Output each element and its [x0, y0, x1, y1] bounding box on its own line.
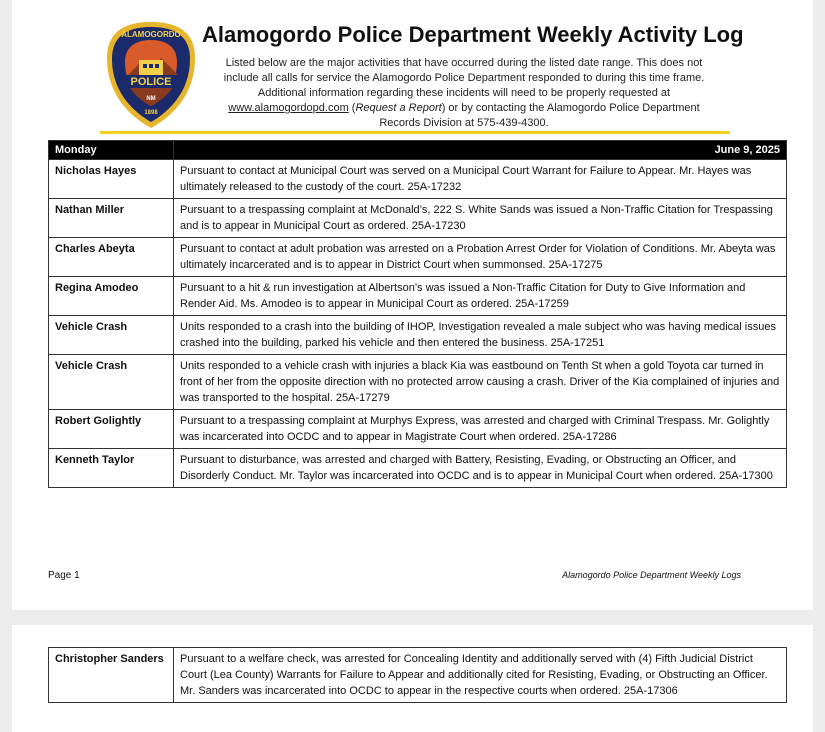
entry-name: Charles Abeyta — [49, 238, 174, 277]
badge-center-text: POLICE — [130, 76, 172, 88]
entry-name: Regina Amodeo — [49, 277, 174, 316]
page-number: Page 1 — [48, 570, 80, 581]
table-row — [49, 199, 787, 238]
entry-name: Nicholas Hayes — [49, 160, 174, 199]
entry-text: Pursuant to a welfare check, was arrested for Concealing Identity and additionally served with (4) Fifth Judicial District Court (Lea County) Warrants for Failure to Appear and additionally cited for Resisting, Evading, or Obstructing an Officer. Mr. Sanders was incarcerated into OCDC to appear in the respective courts when ordered. 25A-17306 — [174, 648, 787, 703]
intro-line-4 — [204, 101, 724, 116]
intro-line-3: Additional information regarding these incidents will need to be properly requested at — [257, 87, 671, 99]
table-row — [49, 160, 787, 199]
intro-request-paren: ( — [348, 102, 356, 114]
police-badge-logo — [105, 20, 197, 130]
entry-text: Pursuant to disturbance, was arrested and charged with Battery, Resisting, Evading, or Obstructing an Officer, and Disorderly Conduct. Mr. Taylor was incarcerated into OCDC and is to appear in Municipal Court when ordered. 25A-17300 — [174, 449, 787, 488]
intro-line-5: Records Division at 575-439-4300. — [379, 117, 549, 129]
table-row — [49, 355, 787, 410]
activity-log-table — [48, 140, 787, 488]
entry-text: Pursuant to contact at adult probation was arrested on a Probation Arrest Order for Violation of Conditions. Mr. Abeyta was ultimately incarcerated and is to appear in District Court when summonsed. 25A-17275 — [174, 238, 787, 277]
entry-text: Pursuant to a hit & run investigation at Albertson’s was issued a Non-Traffic Citation for Duty to Give Information and Render Aid. Ms. Amodeo is to appear in Municipal Court as ordered. 25A-17259 — [174, 277, 787, 316]
badge-top-text: ALAMOGORDO — [121, 30, 181, 39]
entry-name: Christopher Sanders — [49, 648, 174, 703]
intro-line-1: Listed below are the major activities that have occurred during the listed date range. This does not — [225, 57, 703, 69]
entry-name: Vehicle Crash — [49, 355, 174, 410]
table-row — [49, 449, 787, 488]
table-row — [49, 238, 787, 277]
footer-title: Alamogordo Police Department Weekly Logs — [562, 570, 741, 580]
website-link[interactable]: www.alamogordopd.com — [228, 102, 349, 114]
entry-name: Vehicle Crash — [49, 316, 174, 355]
day-label: Monday — [49, 141, 174, 160]
entry-text: Units responded to a vehicle crash with injuries a black Kia was eastbound on Tenth St when a gold Toyota car turned in front of her from the opposite direction with no protected arrow causing a crash. Driver of the Kia complained of injuries and was transported to the hospital. 25A-17279 — [174, 355, 787, 410]
table-row — [49, 316, 787, 355]
entry-text: Pursuant to contact at Municipal Court was served on a Municipal Court Warrant for Failure to Appear. Mr. Hayes was ultimately released to the custody of the court. 25A-17232 — [174, 160, 787, 199]
table-header-row — [49, 141, 787, 160]
entry-name: Robert Golightly — [49, 410, 174, 449]
table-row — [49, 410, 787, 449]
activity-log-table-continued — [48, 647, 787, 703]
entry-text: Pursuant to a trespassing complaint at Murphys Express, was arrested and charged with Criminal Trespass. Mr. Golightly was incarcerated into OCDC and to appear in Magistrate Court when ordered. 25A-17286 — [174, 410, 787, 449]
table-row — [49, 648, 787, 703]
intro-after-request: ) or by contacting the Alamogordo Police Department — [441, 102, 700, 114]
intro-line-2: include all calls for service the Alamogordo Police Department responded to during this time frame. — [223, 72, 705, 84]
badge-state-text: NM — [146, 96, 156, 102]
request-report-text: Request a Report — [355, 102, 442, 114]
entry-text: Pursuant to a trespassing complaint at McDonald’s, 222 S. White Sands was issued a Non-Traffic Citation for Trespassing and is to appear in Municipal Court as ordered. 25A-17230 — [174, 199, 787, 238]
document-page-2 — [12, 625, 813, 732]
page-title: Alamogordo Police Department Weekly Activity Log — [202, 22, 744, 47]
entry-text: Units responded to a crash into the building of IHOP, Investigation revealed a male subject who was having medical issues crashed into the building, parked his vehicle and then entered the business. 25A-17251 — [174, 316, 787, 355]
entry-name: Kenneth Taylor — [49, 449, 174, 488]
date-label: June 9, 2025 — [174, 141, 787, 160]
document-page-1 — [12, 0, 813, 610]
badge-year-text: 1898 — [144, 110, 158, 116]
entry-name: Nathan Miller — [49, 199, 174, 238]
intro-text — [204, 56, 724, 131]
header-divider — [100, 131, 730, 134]
table-row — [49, 277, 787, 316]
